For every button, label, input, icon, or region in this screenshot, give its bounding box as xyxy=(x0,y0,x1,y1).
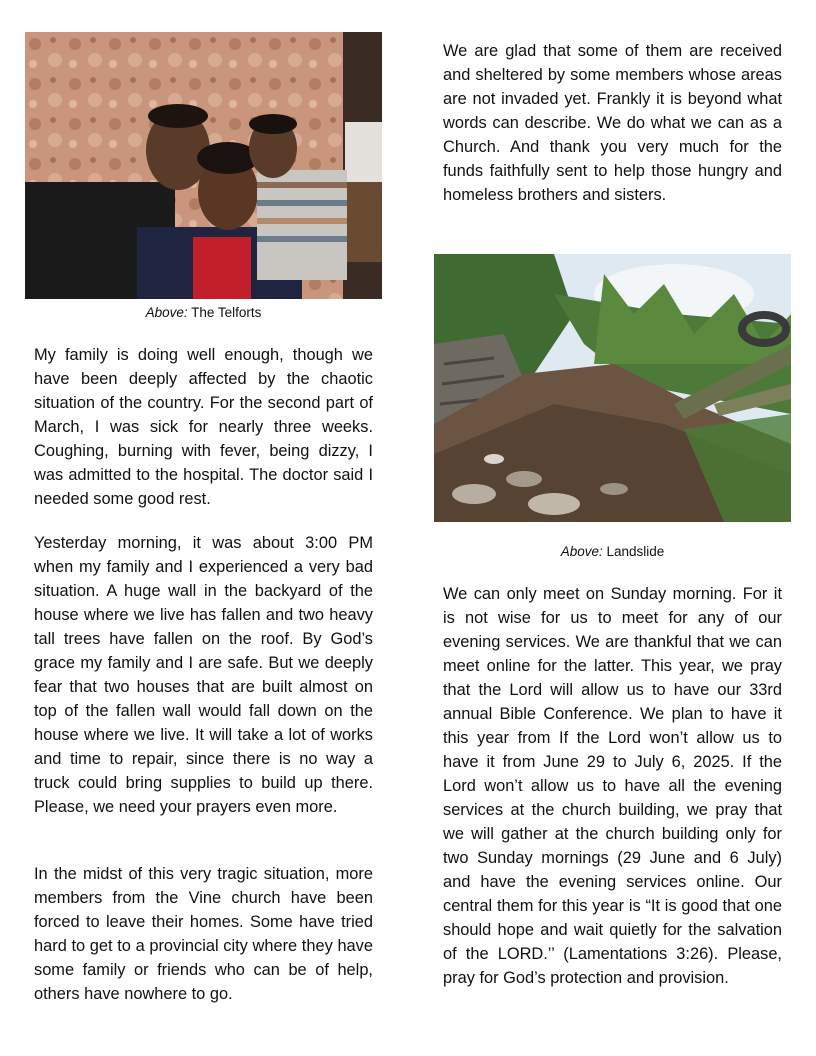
caption-text: The Telforts xyxy=(191,305,262,320)
caption-text: Landslide xyxy=(606,544,665,559)
landslide-photo-caption xyxy=(434,544,791,559)
paragraph-sunday-services: We can only meet on Sunday morning. For it is not wise for us to meet for any of our evening services. We are thankful that we can meet online for the latter. This year, we pray that the Lord will allow us to have our 33rd annual Bible Conference. We plan to have it this year from If the Lord won’t allow us to have it from June 29 to July 6, 2025. If the Lord won’t allow us to have all the evening services at the church building, we pray that we will gather at the church building only for two Sunday mornings (29 June and 6 July) and have the evening services online. Our central them for this year is “It is good that one should hope and wait quietly for the salvation of the LORD.’’ (Lamentations 3:26). Please, pray for God’s protection and provision. xyxy=(443,585,782,987)
paragraph-family-health: My family is doing well enough, though we have been deeply affected by the chaotic situation of the country. For the second part of March, I was sick for nearly three weeks. Coughing, burning with fever, being dizzy, I was admitted to the hospital. The doctor said I needed some good rest. xyxy=(34,346,373,508)
family-photo-caption xyxy=(25,305,382,320)
landslide-photo xyxy=(434,254,791,522)
family-photo xyxy=(25,32,382,299)
caption-prefix: Above: xyxy=(145,305,188,320)
paragraph-wall-collapse: Yesterday morning, it was about 3:00 PM when my family and I experienced a very bad situation. A huge wall in the backyard of the house where we live has fallen and two heavy tall trees have fallen on the roof. By God’s grace my family and I are safe. But we deeply fear that two houses that are built almost on top of the fallen wall would fall down on the house where we live. It will take a lot of works and time to repair, since there is no way a truck could bring supplies to build up there. Please, we need your prayers even more. xyxy=(34,534,373,816)
paragraph-sheltered-members: We are glad that some of them are received and sheltered by some members whose areas are not invaded yet. Frankly it is beyond what words can describe. We do what we can as a Church. And thank you very much for the funds faithfully sent to help those hungry and homeless brothers and sisters. xyxy=(443,42,782,204)
caption-prefix: Above: xyxy=(560,544,603,559)
paragraph-displaced-members: In the midst of this very tragic situation, more members from the Vine church have been forced to leave their homes. Some have tried hard to get to a provincial city where they have some family or friends who can be of help, others have nowhere to go. xyxy=(34,865,373,1003)
